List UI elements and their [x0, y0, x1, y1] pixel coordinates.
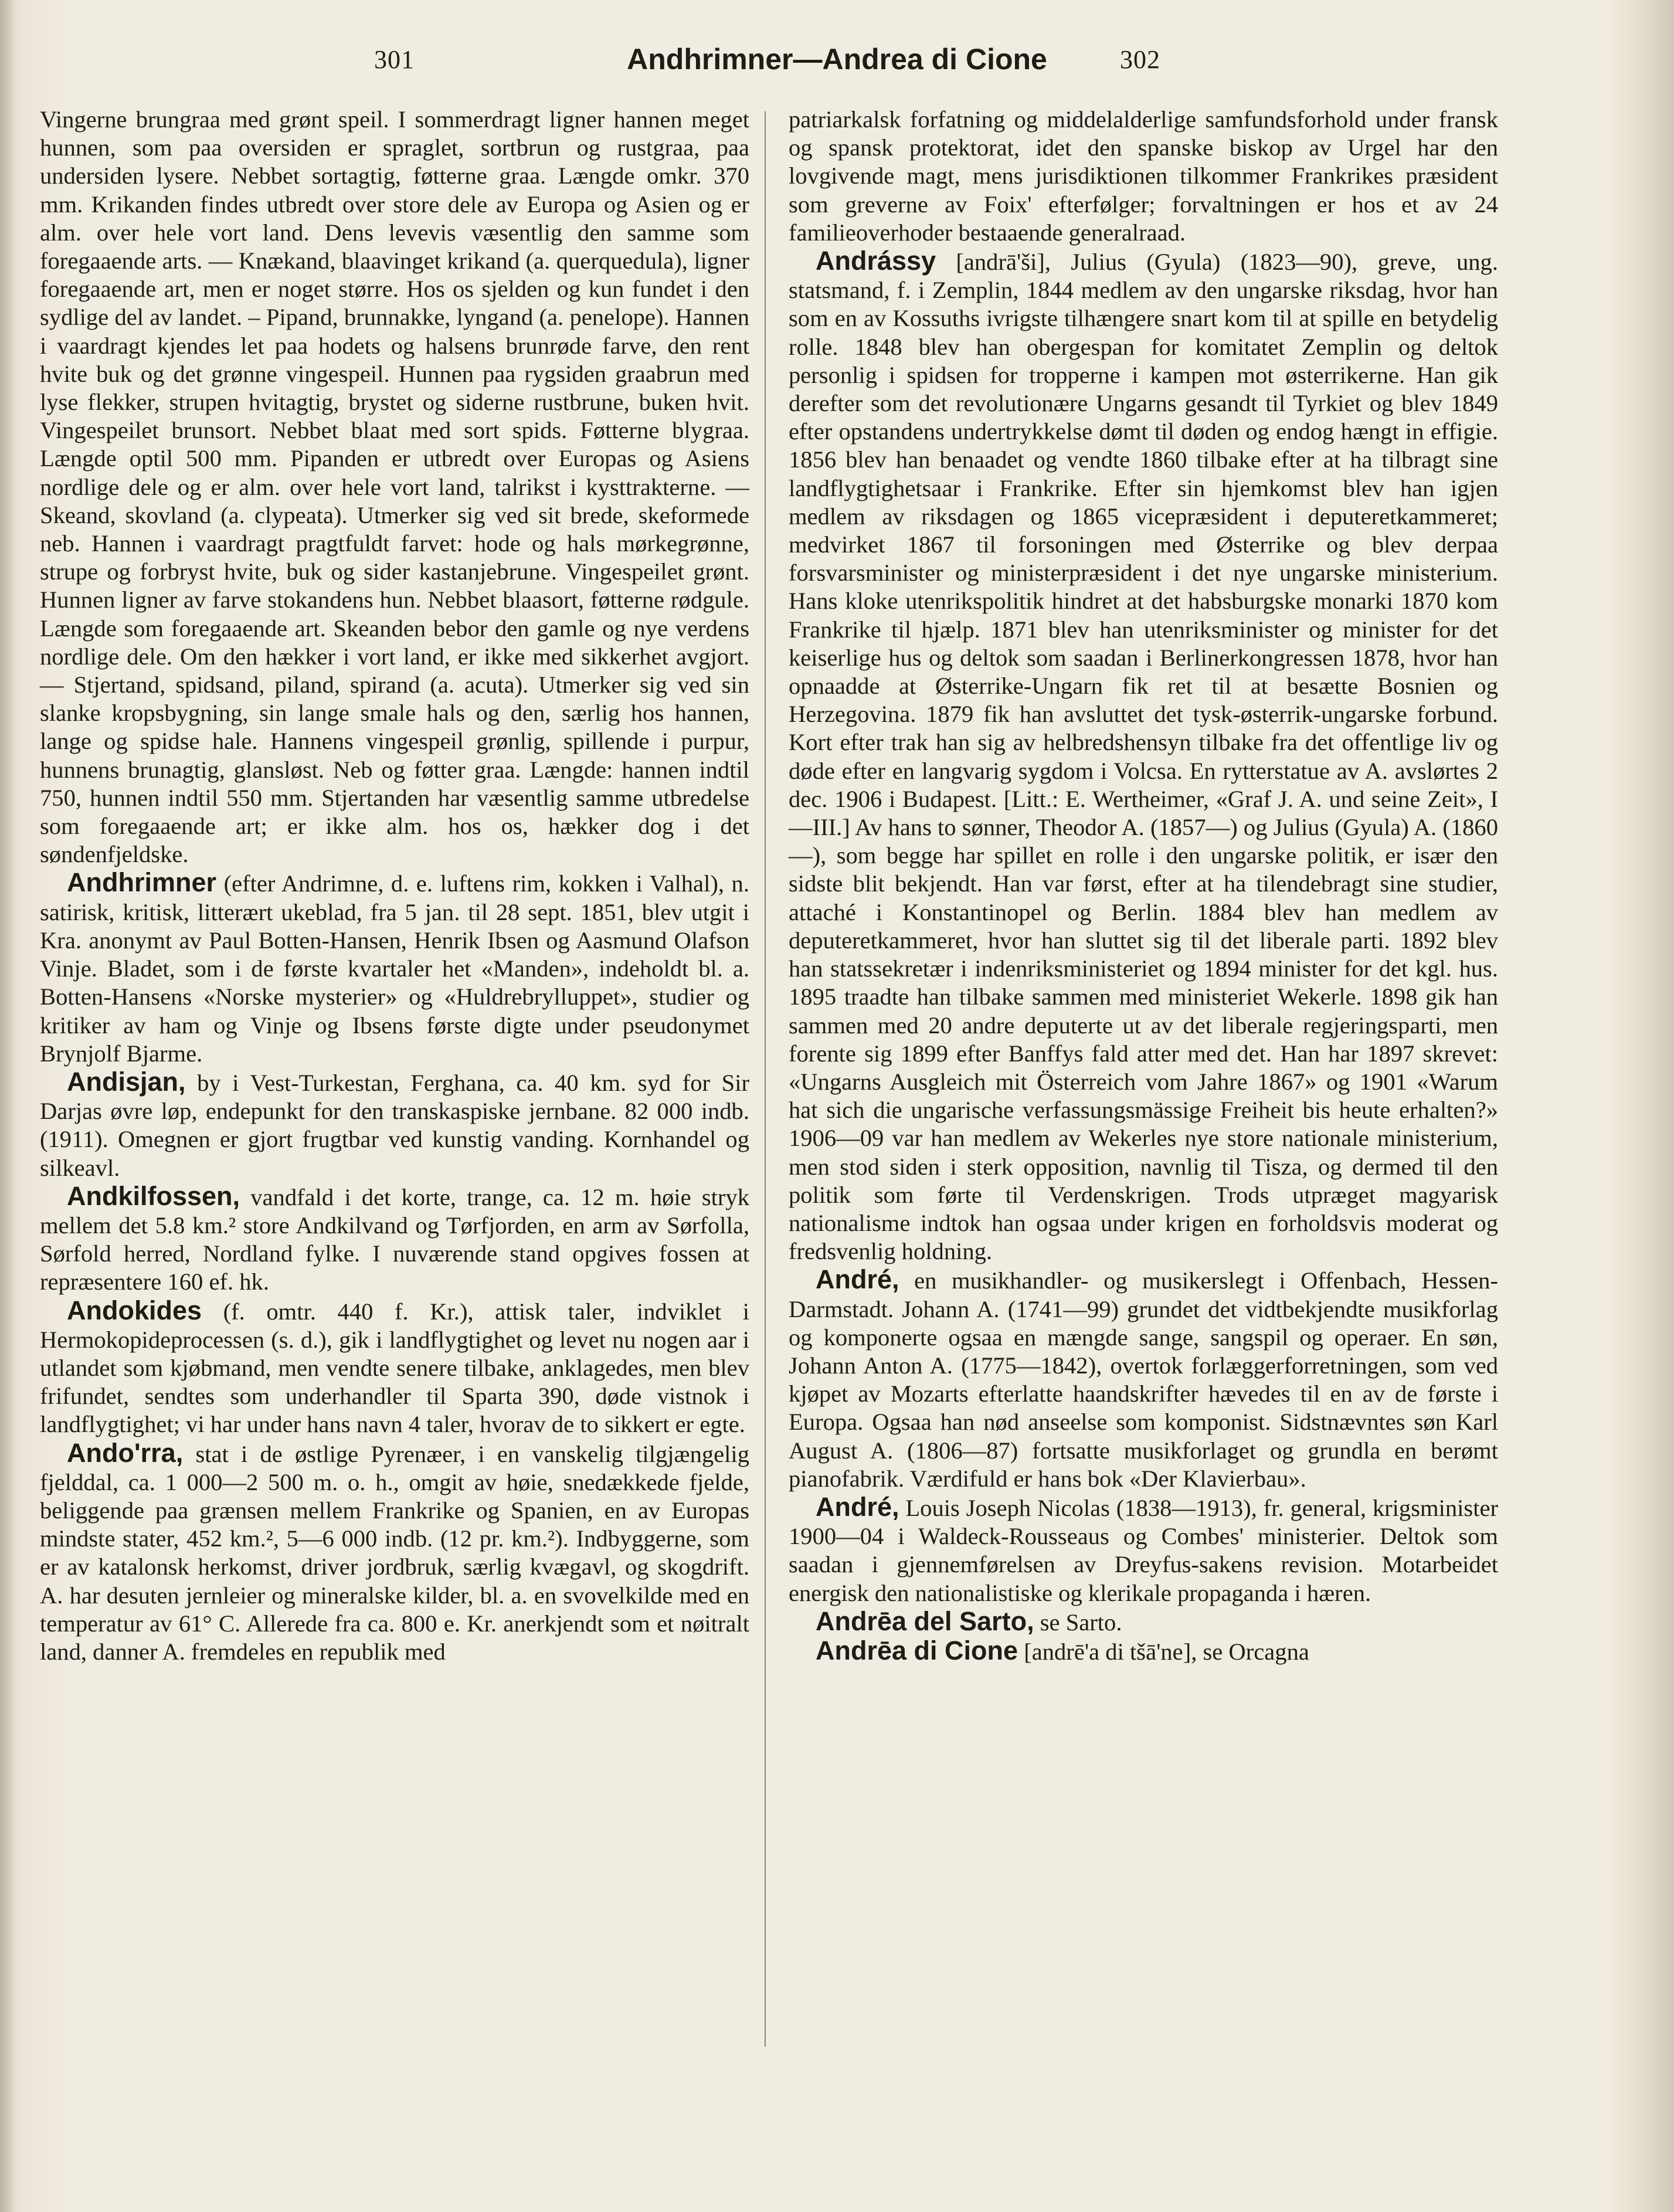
entry-text: by i Vest-Turkestan, Ferghana, ca. 40 km. syd for Sir Darjas øvre løp, endepunkt for den transkaspiske jernbane. 82 000 indb. (1911). Omegnen er gjort frugtbar ved kunstig vanding. Kornhandel og silkeavl. [40, 1069, 749, 1181]
page-number-left: 301 [374, 45, 415, 74]
entry-continuation [40, 106, 749, 868]
running-header [0, 42, 1674, 95]
entry-andre-family [789, 1266, 1498, 1493]
entry-andisjan [40, 1068, 749, 1182]
headword: Andkilfossen, [67, 1180, 240, 1211]
entry-andrassy [789, 247, 1498, 1266]
column-divider [765, 111, 766, 2047]
entry-andrea-del-sarto [789, 1607, 1498, 1637]
entry-text: Vingerne brungraa med grønt speil. I sommerdragt ligner hannen meget hunnen, som paa oversiden er spraglet, sortbrun og rustgraa, paa undersiden lysere. Nebbet sortagtig, føtterne graa. Længde omkr. 370 mm. Krikanden findes utbredt over store dele av Europa og Asien og er alm. over hele vort land. Dens levevis væsentlig den samme som foregaaende arts. — Knækand, blaavinget krikand (a. querquedula), ligner foregaaende art, men er noget større. Hos os sjelden og kun fundet i den sydlige del av landet. – Pipand, brunnakke, lyngand (a. penelope). Hannen i vaardragt kjendes let paa hodets og halsens brunrøde farve, den rent hvite buk og det grønne vingespeil. Hunnen paa rygsiden graabrun med lyse flekker, strupen hvitagtig, brystet og siderne rustbrune, buken hvit. Vingespeilet brunsort. Nebbet blaat med sort spids. Føtterne blygraa. Længde optil 500 mm. Pipanden er utbredt over Europas og Asiens nordlige dele og er alm. over hele vort land, talrikst i kysttrakterne. — Skeand, skovland (a. clypeata). Utmerker sig ved sit brede, skeformede neb. Hannen i vaardragt pragtfuldt farvet: hode og hals mørkegrønne, strupe og forbryst hvite, buk og sider kastanjebrune. Vingespeilet grønt. Hunnen ligner av farve stokandens hun. Nebbet blaasort, føtterne rødgule. Længde som foregaaende art. Skeanden bebor den gamle og nye verdens nordlige dele. Om den hækker i vort land, er ikke med sikkerhet avgjort. — Stjertand, spidsand, piland, spirand (a. acuta). Utmerker sig ved sin slanke kropsbygning, sin lange smale hals og den, særlig hos hannen, lange og spidse hale. Hannens vingespeil grønlig, spillende i purpur, hunnens brunagtig, glansløst. Neb og føtter graa. Længde: hannen indtil 750, hunnen indtil 550 mm. Stjertanden har væsentlig samme utbredelse som foregaaende art; er ikke alm. hos os, hækker dog i det søndenfjeldske. [40, 106, 749, 868]
entry-text: (efter Andrimne, d. e. luftens rim, kokken i Valhal), n. satirisk, kritisk, litterært ukeblad, fra 5 jan. til 28 sept. 1851, blev utgit i Kra. anonymt av Paul Botten-Hansen, Henrik Ibsen og Aasmund Olafson Vinje. Bladet, som i de første kvartaler het «Manden», indeholdt bl. a. Botten-Hansens «Norske mysterier» og «Huldrebrylluppet», studier og kritiker av ham og Vinje og Ibsens første digte under pseudonymet Brynjolf Bjarme. [40, 870, 749, 1067]
left-column [40, 106, 749, 1666]
right-column [789, 106, 1498, 1666]
headword: Andisjan, [67, 1066, 186, 1097]
entry-andorra [40, 1439, 749, 1667]
headword: Andrēa del Sarto, [816, 1606, 1034, 1636]
running-title: Andhrimner—Andrea di Cione [627, 43, 1047, 76]
entry-text: se Sarto. [1040, 1609, 1122, 1636]
headword: Ando'rra, [67, 1437, 184, 1468]
entry-text: en musikhandler- og musikerslegt i Offenbach, Hessen-Darmstadt. Johann A. (1741—99) grundet det vidtbekjendte musikforlag og komponerte ogsaa en mængde sange, sangspil og operaer. En søn, Johann Anton A. (1775—1842), overtok forlæggerforretningen, som ved kjøpet av Mozarts efterlatte haandskrifter hævedes til en av de første i Europa. Ogsaa han nød anseelse som komponist. Sidstnævntes søn Karl August A. (1806—87) fortsatte musikforlaget og grundla en berømt pianofabrik. Værdifuld er hans bok «Der Klavierbau». [789, 1267, 1498, 1492]
page-number-right: 302 [1120, 45, 1160, 74]
entry-text: patriarkalsk forfatning og middelalderlige samfundsforhold under fransk og spansk protektorat, idet den spanske biskop av Urgel har den lovgivende magt, mens jurisdiktionen tilkommer Frankrikes præsident som greverne av Foix' efterfølger; forvaltningen er hos et av 24 familieoverhoder bestaaende generalraad. [789, 106, 1498, 246]
headword: André, [816, 1264, 899, 1295]
entry-andre-louis [789, 1493, 1498, 1607]
entry-text: stat i de østlige Pyrenæer, i en vanskelig tilgjængelig fjelddal, ca. 1 000—2 500 m. o. h., omgit av høie, snedækkede fjelde, beliggende paa grænsen mellem Frankrike og Spanien, en av Europas mindste stater, 452 km.², 5—6 000 indb. (12 pr. km.²). Indbyggerne, som er av katalonsk herkomst, driver jordbruk, særlig kvægavl, og skogdrift. A. har desuten jernleier og mineralske kilder, bl. a. en svovelkilde med en temperatur av 61° C. Allerede fra ca. 800 e. Kr. anerkjendt som et nøitralt land, danner A. fremdeles en republik med [40, 1440, 749, 1665]
headword: André, [816, 1491, 899, 1522]
headword: Andokides [67, 1295, 202, 1325]
entry-text: [andrā'ši], Julius (Gyula) (1823—90), greve, ung. statsmand, f. i Zemplin, 1844 medlem av den ungarske riksdag, hvor han som en av Kossuths ivrigste tilhængere snart kom til at spille en betydelig rolle. 1848 blev han obergespan for komitatet Zemplin og deltok personlig i spidsen for tropperne i kampen mot østerrikerne. Han gik derefter som det revolutionære Ungarns gesandt til Tyrkiet og blev 1849 efter opstandens undertrykkelse dømt til døden og endog hængt in effigie. 1856 blev han benaadet og vendte 1860 tilbake efter at ha tilbragt sine landflygtighetsaar i Frankrike. Efter sin hjemkomst blev han igjen medlem av riksdagen og 1865 vicepræsident i deputeretkammeret; medvirket 1867 til forsoningen med Østerrike og blev derpaa forsvarsminister og ministerpræsident i det nye ungarske ministerium. Hans kloke utenrikspolitik hindret at det habsburgske monarki 1870 kom Frankrike til hjælp. 1871 blev han utenriksminister og minister for det keiserlige hus og deltok som saadan i Berlinerkongressen 1878, hvor han opnaadde at Østerrike-Ungarn fik ret til at besætte Bosnien og Herzegovina. 1879 fik han avsluttet det tysk-østerrik-ungarske forbund. Kort efter trak han sig av helbredshensyn tilbake fra det offentlige liv og døde efter en langvarig sygdom i Volcsa. En rytterstatue av A. avslørtes 2 dec. 1906 i Budapest. [Litt.: E. Wertheimer, «Graf J. A. und seine Zeit», I—III.] Av hans to sønner, Theodor A. (1857—) og Julius (Gyula) A. (1860—), som begge har spillet en rolle i den ungarske politik, er især den sidste blit bekjendt. Han var først, efter at ha tilendebragt sine studier, attaché i Konstantinopel og Berlin. 1884 blev han medlem av deputeretkammeret, hvor han sluttet sig til det liberale parti. 1892 blev han statssekretær i indenriksministeriet og 1894 minister for det kgl. hus. 1895 traadte han tilbake sammen med ministeriet Wekerle. 1898 gik han sammen med 20 andre deputerte ut av det liberale regjeringsparti, men forente sig 1899 efter Banffys fald atter med det. Han har 1897 skrevet: «Ungarns Ausgleich mit Österreich vom Jahre 1867» og 1901 «Warum hat sich die ungarische verfassungsmässige Freiheit bis heute erhalten?» 1906—09 var han medlem av Wekerles nye store nationale ministerium, men stod siden i sterk opposition, navnlig til Tisza, og dermed til den politik som førte til Verdenskrigen. Trods utpræget magyarisk nationalisme indtok han ogsaa under krigen en forholdsvis moderat og fredsvenlig holdning. [789, 249, 1498, 1265]
entry-text: vandfald i det korte, trange, ca. 12 m. høie stryk mellem det 5.8 km.² store Andkilvand og Tørfjorden, en arm av Sørfolla, Sørfold herred, Nordland fylke. I nuværende stand opgives fossen at repræsentere 160 ef. hk. [40, 1183, 749, 1295]
entry-andkilfossen [40, 1182, 749, 1297]
entry-andrea-di-cione [789, 1637, 1498, 1666]
headword: Andrēa di Cione [816, 1635, 1018, 1665]
entry-andhrimner [40, 868, 749, 1067]
entry-continuation [789, 106, 1498, 247]
page-binding [0, 0, 13, 2212]
headword: Andrássy [816, 246, 936, 276]
entry-text: Louis Joseph Nicolas (1838—1913), fr. general, krigsminister 1900—04 i Waldeck-Rousseaus og Combes' ministerier. Deltok som saadan i gjennemførelsen av Dreyfus-sakens revision. Motarbeidet energisk den nationalistiske og klerikale propaganda i hæren. [789, 1494, 1498, 1606]
entry-text: [andrē'a di tšā'ne], se Orcagna [1024, 1638, 1309, 1665]
headword: Andhrimner [67, 867, 217, 898]
entry-andokides [40, 1297, 749, 1439]
entry-text: (f. omtr. 440 f. Kr.), attisk taler, indviklet i Hermokopideprocessen (s. d.), gik i landflygtighet og levet nu nogen aar i utlandet som kjøbmand, men vendte senere tilbake, anklagedes, men blev frifundet, sendtes som underhandler til Sparta 390, døde vistnok i landflygtighet; vi har under hans navn 4 taler, hvorav de to sikkert er egte. [40, 1298, 749, 1438]
